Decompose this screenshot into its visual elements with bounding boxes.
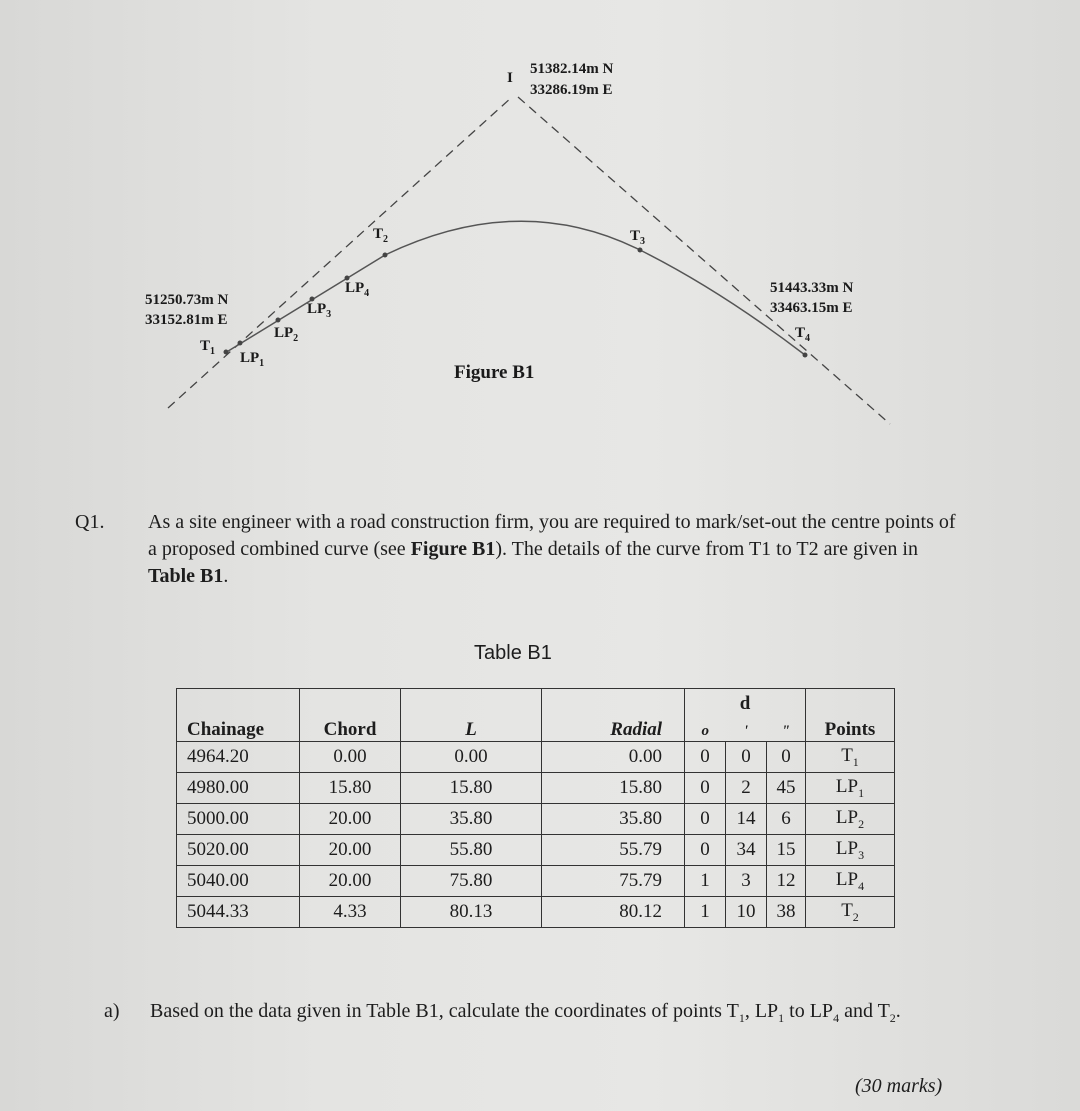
intersection-north: 51382.14m N: [530, 61, 614, 77]
marks-label: (30 marks): [855, 1075, 943, 1097]
table-row: 5000.00 20.00 35.80 35.80 0 14 6 $LP_2$: [177, 804, 895, 835]
data-table-b1: [176, 688, 895, 928]
label-lp2: $LP_2$: [274, 325, 299, 344]
header-minutes: ': [726, 715, 767, 742]
table-row: 5040.00 20.00 75.80 75.79 1 3 12 $LP_4$: [177, 866, 895, 897]
t4-north: 51443.33m N: [770, 280, 854, 296]
label-t4: $T_4$: [795, 325, 811, 344]
curve-arc: [225, 221, 805, 355]
point-marker-t4: [803, 353, 808, 358]
table-row: 5020.00 20.00 55.80 55.79 0 34 15 $LP_3$: [177, 835, 895, 866]
header-degrees: o: [685, 715, 726, 742]
header-deflection: d: [685, 689, 806, 716]
header-radial: Radial: [542, 689, 685, 742]
figure-caption: Figure B1: [454, 362, 535, 383]
point-marker-t1: [224, 350, 229, 355]
figure-reference: Figure B1: [410, 538, 496, 560]
t4-east: 33463.15m E: [770, 300, 853, 316]
label-lp4: $LP_4$: [345, 280, 370, 299]
point-marker-t3: [638, 248, 643, 253]
table-row: 4980.00 15.80 15.80 15.80 0 2 45 $LP_1$: [177, 773, 895, 804]
t1-east: 33152.81m E: [145, 312, 228, 328]
header-seconds: ": [767, 715, 806, 742]
part-a-text: Based on the data given in Table B1, calculate the coordinates of points $T_1$, $LP_1$ to $LP_4$ and $T_2$.: [150, 1000, 901, 1025]
header-points: Points: [806, 689, 895, 742]
intersection-label: I: [507, 70, 513, 86]
label-t1: $T_1$: [200, 338, 216, 357]
figure-b1: [0, 0, 1080, 460]
header-l: L: [401, 689, 542, 742]
question-number: Q1.: [75, 511, 105, 533]
header-chainage: Chainage: [177, 689, 300, 742]
table-row: 5044.33 4.33 80.13 80.12 1 10 38 $T_2$: [177, 897, 895, 928]
label-lp1: $LP_1$: [240, 350, 265, 369]
question-text: As a site engineer with a road construction firm, you are required to mark/set-out the centre points of a proposed combined curve (see Figure B1). The details of the curve from T1 to T2 are given in Table B1.: [148, 511, 956, 587]
table-row: 4964.20 0.00 0.00 0.00 0 0 0 $T_1$: [177, 742, 895, 773]
intersection-east: 33286.19m E: [530, 82, 613, 98]
label-t3: $T_3$: [630, 228, 646, 247]
table-reference: Table B1: [148, 565, 224, 587]
label-t2: $T_2$: [373, 226, 389, 245]
t1-north: 51250.73m N: [145, 292, 229, 308]
header-chord: Chord: [300, 689, 401, 742]
label-lp3: $LP_3$: [307, 301, 332, 320]
part-a-label: a): [104, 1000, 120, 1022]
tangent-line-right: [518, 97, 890, 424]
point-marker-lp1: [238, 341, 243, 346]
table-caption: Table B1: [474, 642, 552, 664]
table-header-row: [177, 689, 895, 716]
point-marker-t2: [383, 253, 388, 258]
point-marker-lp2: [276, 318, 281, 323]
